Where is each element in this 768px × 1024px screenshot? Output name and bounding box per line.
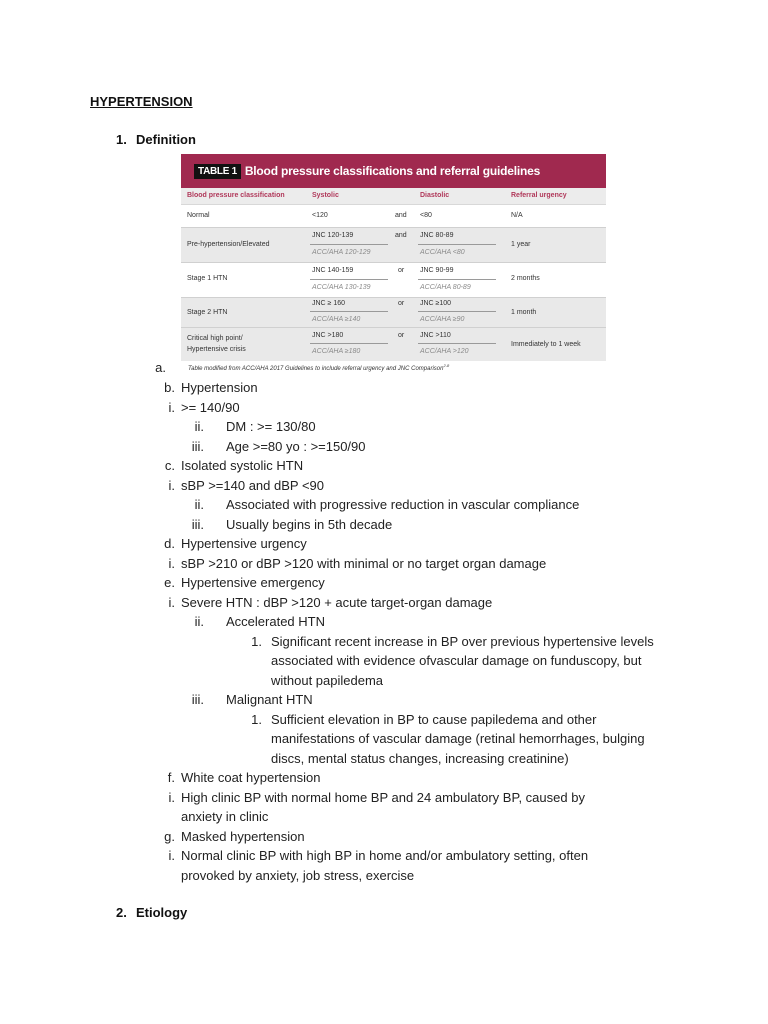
- list-item-text: High clinic BP with normal home BP and 24 ambulatory BP, caused by: [181, 789, 585, 805]
- column-header: Diastolic: [420, 192, 450, 199]
- list-marker: a.: [155, 360, 166, 375]
- list-item-text: Accelerated HTN: [226, 614, 325, 629]
- section-definition-heading: [116, 132, 196, 147]
- diastolic-cell: JNC >110: [420, 332, 451, 339]
- caption-text: Table modified from ACC/AHA 2017 Guidelines to include referral urgency and JNC Comparison: [188, 366, 444, 372]
- list-marker: i.: [168, 555, 175, 571]
- list-item-text: Hypertensive urgency: [181, 536, 307, 551]
- table-badge: TABLE 1: [194, 164, 241, 179]
- section-number: 1.: [116, 132, 127, 147]
- list-item-text: Normal clinic BP with high BP in home and/or ambulatory setting, often: [181, 848, 589, 863]
- table-row: [181, 298, 606, 328]
- list-item-text: manifestations of vascular damage (retinal hemorrhages, bulging: [271, 731, 645, 746]
- divider: [418, 343, 496, 344]
- diastolic-cell: JNC 90-99: [420, 267, 454, 274]
- divider: [310, 343, 388, 344]
- classification-cell: Pre-hypertension/Elevated: [187, 241, 270, 248]
- systolic-cell: <120: [312, 212, 328, 219]
- list-item-text: >= 140/90: [181, 399, 240, 415]
- section-label: Definition: [136, 132, 196, 147]
- caption-reference: 2-8: [443, 363, 450, 368]
- list-item-text: White coat hypertension: [181, 770, 321, 785]
- classification-cell: Stage 2 HTN: [187, 309, 228, 316]
- diastolic-acc-cell: ACC/AHA 80-89: [420, 284, 471, 291]
- list-marker: i.: [168, 399, 175, 415]
- list-marker: i.: [168, 594, 175, 610]
- systolic-cell: JNC >180: [312, 332, 344, 339]
- systolic-cell: JNC ≥ 160: [312, 300, 346, 307]
- list-marker: f.: [167, 770, 175, 785]
- systolic-acc-cell: ACC/AHA ≥180: [312, 348, 361, 355]
- list-item-text: DM : >= 130/80: [226, 419, 316, 434]
- list-item-text: sBP >210 or dBP >120 with minimal or no target organ damage: [181, 555, 547, 571]
- list-marker: ii.: [194, 419, 204, 434]
- list-marker: 1.: [251, 633, 262, 649]
- diastolic-cell: <80: [420, 212, 432, 219]
- referral-cell: 2 months: [511, 275, 540, 282]
- systolic-cell: JNC 120-139: [312, 232, 354, 239]
- list-item-text: Sufficient elevation in BP to cause papiledema and other: [271, 711, 597, 727]
- classification-cell: Stage 1 HTN: [187, 275, 228, 282]
- diastolic-acc-cell: ACC/AHA ≥90: [420, 316, 465, 323]
- table-heading: Blood pressure classifications and referral guidelines: [244, 164, 541, 178]
- classification-cell: Critical high point/: [187, 335, 243, 342]
- table-row: [181, 204, 606, 228]
- list-marker: i.: [168, 477, 175, 493]
- referral-cell: Immediately to 1 week: [511, 341, 581, 348]
- conjunction-cell: or: [398, 267, 405, 274]
- referral-cell: 1 year: [511, 241, 531, 248]
- list-marker: ii.: [194, 614, 204, 629]
- referral-cell: 1 month: [511, 309, 537, 316]
- systolic-acc-cell: ACC/AHA 130-139: [312, 284, 371, 291]
- list-marker: iii.: [191, 692, 204, 707]
- list-item-text: sBP >=140 and dBP <90: [181, 477, 325, 493]
- diastolic-acc-cell: ACC/AHA <80: [420, 249, 465, 256]
- list-item-text: Associated with progressive reduction in vascular compliance: [226, 497, 580, 512]
- table-row: [181, 328, 606, 361]
- list-marker: i.: [168, 848, 175, 863]
- table-row: [181, 228, 606, 263]
- list-item-text: Masked hypertension: [181, 828, 305, 844]
- table-row: [181, 263, 606, 298]
- list-item-text: Significant recent increase in BP over previous hypertensive levels: [271, 633, 654, 649]
- diastolic-acc-cell: ACC/AHA >120: [420, 348, 469, 355]
- diastolic-cell: JNC ≥100: [420, 300, 452, 307]
- divider: [310, 244, 388, 245]
- list-item-text: Age >=80 yo : >=150/90: [226, 438, 366, 454]
- divider: [418, 244, 496, 245]
- list-marker: iii.: [191, 516, 204, 532]
- list-item-text: Hypertensive emergency: [181, 575, 325, 590]
- divider: [418, 311, 496, 312]
- table-column-headers: [181, 188, 606, 205]
- column-header: Referral urgency: [511, 192, 567, 199]
- conjunction-cell: and: [395, 212, 407, 219]
- classification-cell: Hypertensive crisis: [187, 346, 246, 353]
- list-item-text: Hypertension: [181, 380, 258, 395]
- list-marker: e.: [164, 575, 175, 590]
- systolic-acc-cell: ACC/AHA 120-129: [312, 249, 371, 256]
- table-caption: [188, 363, 449, 372]
- column-header: Blood pressure classification: [187, 192, 285, 199]
- list-marker: iii.: [191, 438, 204, 454]
- list-item-text: anxiety in clinic: [181, 809, 269, 824]
- referral-cell: N/A: [511, 212, 523, 219]
- divider: [310, 311, 388, 312]
- list-marker: g.: [164, 828, 175, 844]
- table-header-bar: [181, 154, 606, 188]
- systolic-cell: JNC 140-159: [312, 267, 354, 274]
- list-marker: b.: [164, 380, 175, 395]
- conjunction-cell: and: [395, 232, 407, 239]
- divider: [310, 279, 388, 280]
- diastolic-cell: JNC 80-89: [420, 232, 454, 239]
- section-number: 2.: [116, 905, 127, 920]
- list-marker: i.: [168, 789, 175, 805]
- list-item-text: Severe HTN : dBP >120 + acute target-organ damage: [181, 594, 493, 610]
- list-marker: ii.: [194, 497, 204, 512]
- systolic-acc-cell: ACC/AHA ≥140: [312, 316, 361, 323]
- section-etiology-heading: [116, 905, 187, 920]
- bp-classification-table: [181, 154, 606, 361]
- list-item-text: without papiledema: [271, 672, 384, 688]
- list-marker: c.: [164, 458, 175, 473]
- section-label: Etiology: [136, 905, 188, 920]
- list-item-text: Isolated systolic HTN: [181, 458, 304, 473]
- list-item-text: Malignant HTN: [226, 692, 313, 707]
- column-header: Systolic: [312, 192, 339, 199]
- list-item-text: Usually begins in 5th decade: [226, 516, 393, 532]
- list-marker: 1.: [251, 711, 262, 727]
- list-item-text: discs, mental status changes, increasing creatinine): [271, 750, 569, 766]
- list-item-text: associated with evidence ofvascular damage on funduscopy, but: [271, 653, 642, 668]
- classification-cell: Normal: [187, 212, 210, 219]
- document-title: HYPERTENSION: [90, 94, 193, 109]
- conjunction-cell: or: [398, 300, 405, 307]
- list-item-text: provoked by anxiety, job stress, exercise: [181, 867, 415, 883]
- divider: [418, 279, 496, 280]
- conjunction-cell: or: [398, 332, 405, 339]
- list-marker: d.: [164, 536, 175, 551]
